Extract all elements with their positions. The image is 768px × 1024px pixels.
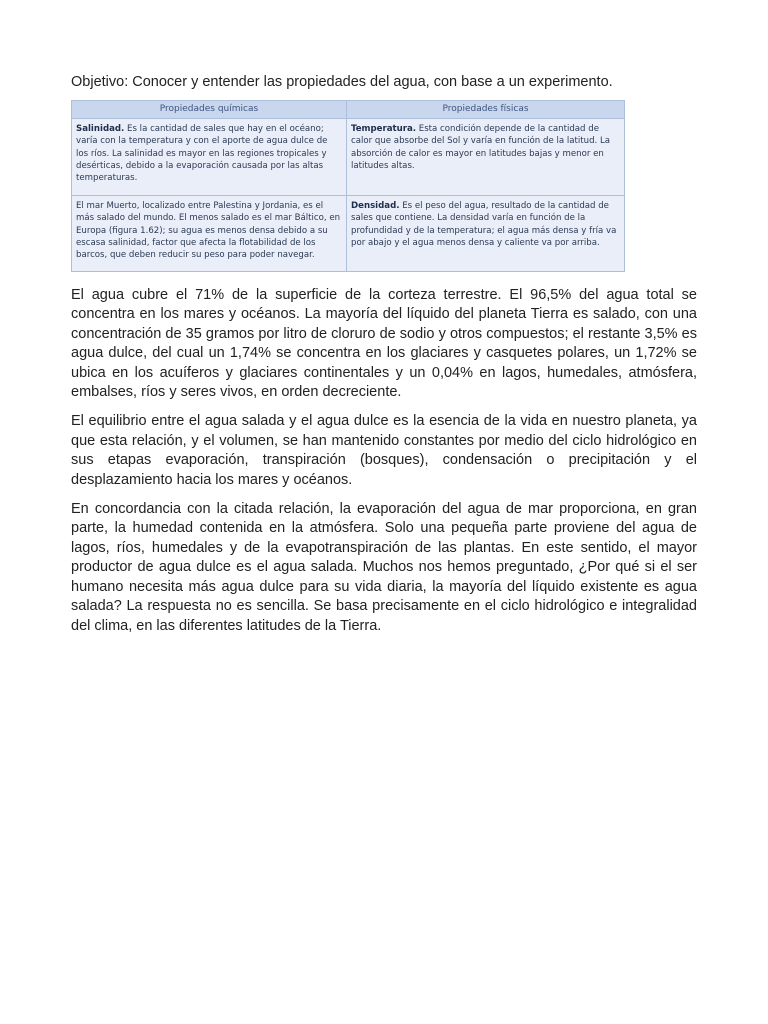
dead-sea-text: El mar Muerto, localizado entre Palestina y Jordania, es el más salado del mundo. El menos salado es el mar Báltico, en Europa (figura 1.62); su agua es menos densa debido a su escasa salinidad, factor que afecta la flotabilidad de los barcos, que deben reducir su peso para poder navegar. [76,201,341,261]
paragraph-evaporation: En concordancia con la citada relación, la evaporación del agua de mar proporciona, en gran parte, la humedad contenida en la atmósfera. Solo una pequeña parte proviene del agua de lagos, ríos, humedales y de la evapotranspiración de las plantas. En este sentido, el mayor productor de agua dulce es el agua salada. Muchos nos hemos preguntado, ¿Por qué si el ser humano necesita más agua dulce para su vida diaria, la mayoría del líquido existente es agua salada? La respuesta no es sencilla. Se basa precisamente en el ciclo hidrológico e integralidad del clima, en las diferentes latitudes de la Tierra. [71,501,697,634]
temperature-text: Esta condición depende de la cantidad de calor que absorbe del Sol y varía en función de la latitud. La absorción de calor es mayor en latitudes bajas y menor en latitudes altas. [350,124,611,171]
document-page [71,72,697,646]
body-text [71,286,697,636]
properties-table [71,100,625,272]
salinity-text: Es la cantidad de sales que hay en el océano; varía con la temperatura y con el aporte de agua dulce de los ríos. La salinidad es mayor en las regiones tropicales y desérticas, debido a la evaporación causada por las altas temperaturas. [76,124,328,184]
header-chemical-properties: Propiedades químicas [72,101,347,119]
temperature-cell [346,119,624,196]
density-cell [346,196,624,272]
dead-sea-cell [72,196,347,272]
density-text: Es el peso del agua, resultado de la cantidad de sales que contiene. La densidad varía en función de la profundidad y de la temperatura; el agua más densa y fría va por abajo y el agua menos densa y caliente va por arriba. [350,201,617,248]
objective-line: Objetivo: Conocer y entender las propiedades del agua, con base a un experimento. [71,74,613,90]
table-header-row [72,101,625,119]
paragraph-water-balance: El equilibrio entre el agua salada y el agua dulce es la esencia de la vida en nuestro planeta, ya que esta relación, y el volumen, se han mantenido constantes por medio del ciclo hidrológico en sus etapas evaporación, transpiración (bosques), condensación o precipitación y el desplazamiento hacia los mares y océanos. [71,413,697,488]
paragraph-water-distribution: El agua cubre el 71% de la superficie de la corteza terrestre. El 96,5% del agua total se concentra en los mares y océanos. La mayoría del líquido del planeta Tierra es salado, con una concentración de 35 gramos por litro de cloruro de sodio y otros compuestos; el restante 3,5% es agua dulce, del cual un 1,74% se concentra en los glaciares y casquetes polares, un 1,72% se ubica en los acuíferos y glaciares continentales y un 0,04% en lagos, humedales, atmósfera, embalses, ríos y seres vivos, en orden decreciente. [71,287,697,401]
salinity-cell [72,119,347,196]
density-term: Densidad. [350,201,400,211]
table-row [72,196,625,272]
temperature-term: Temperatura. [350,124,417,134]
header-physical-properties: Propiedades físicas [346,101,624,119]
salinity-term: Salinidad. [76,124,125,134]
table-row [72,119,625,196]
